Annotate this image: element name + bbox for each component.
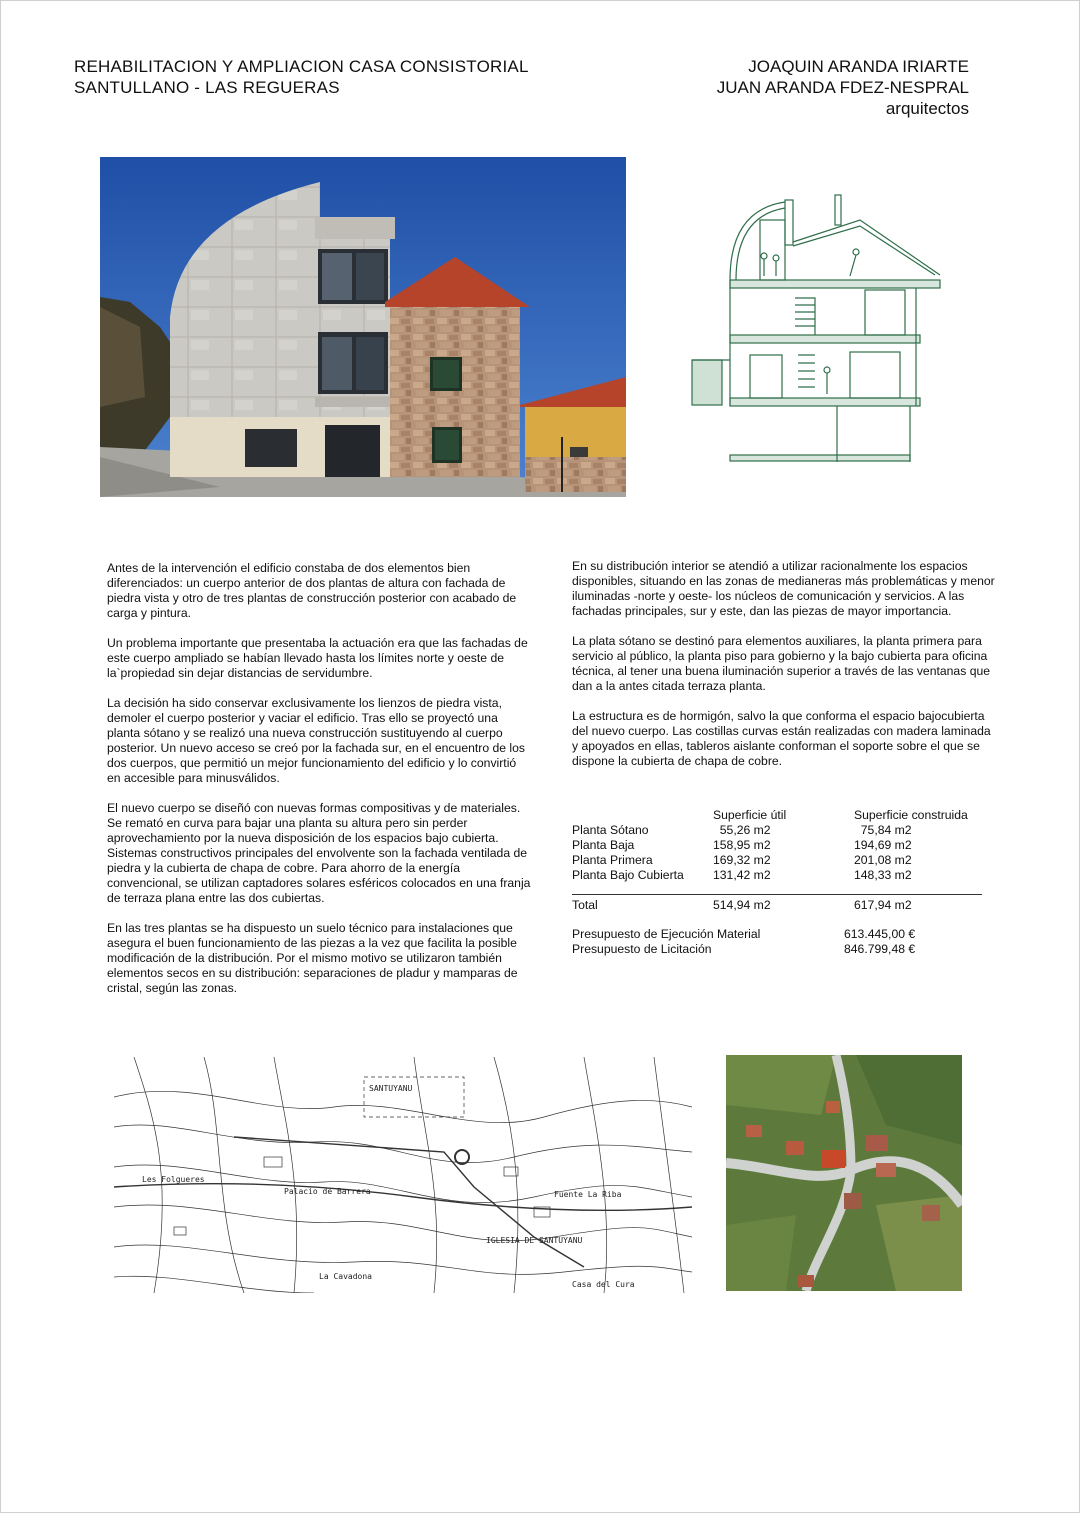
row-construida: 194,69 m2 <box>854 838 912 852</box>
row-construida: 148,33 m2 <box>854 868 912 882</box>
paragraph: En su distribución interior se atendió a utilizar racionalmente los espacios disponibles, situando en las zonas de medianeras más problemáticas y menor iluminadas -norte y oeste- los núcleos de comunicación y servicios. A las fachadas principales, sur y este, dan las piezas de mayor importancia. <box>572 559 995 618</box>
description-right-column <box>572 559 997 784</box>
table-row <box>572 838 982 853</box>
table-total-row <box>572 898 982 913</box>
table-row <box>572 853 982 868</box>
paragraph: Antes de la intervención el edificio constaba de dos elementos bien diferenciados: un cuerpo anterior de dos plantas de altura con fachada de piedra vista y otro de tres plantas de construcción posterior con acabado de carga y pintura. <box>107 561 517 620</box>
total-construida: 617,94 m2 <box>854 898 912 912</box>
map-label: Les Folgueres <box>142 1175 205 1184</box>
table-row <box>572 868 982 883</box>
map-label: SANTUYANU <box>369 1084 413 1093</box>
paragraph: La estructura es de hormigón, salvo la que conforma el espacio bajocubierta del nuevo cuerpo. Las costillas curvas están realizadas con madera laminada y apoyados en ellas, tableros aislante conforman el soporte sobre el que se dispone la cubierta de chapa de cobre. <box>572 709 991 768</box>
total-util: 514,94 m2 <box>713 898 771 912</box>
row-construida: 75,84 m2 <box>854 823 912 837</box>
row-name: Planta Sótano <box>572 823 649 837</box>
aerial-photo <box>726 1055 962 1291</box>
row-construida: 201,08 m2 <box>854 853 912 867</box>
architects-block <box>717 56 969 119</box>
budget-material-label: Presupuesto de Ejecución Material <box>572 927 761 941</box>
paragraph: El nuevo cuerpo se diseñó con nuevas formas compositivas y de materiales. Se remató en curva para bajar una planta su altura pero sin perder aprovechamiento por la nueva disposición de los espacios bajo cubierta. Sistemas constructivos principales del envolvente son la fachada ventilada de piedra y la cubierta de chapa de cobre. Para ahorro de la energía convencional, se utilizan captadores solares esféricos colocados en una franja de terraza plana entre las dos cubiertas. <box>107 801 531 905</box>
row-name: Planta Primera <box>572 853 653 867</box>
description-left-column <box>107 561 532 1011</box>
project-title-line2: SANTULLANO - LAS REGUERAS <box>74 78 340 97</box>
column-header-construida: Superficie construida <box>854 808 968 822</box>
map-label: La Cavadona <box>319 1272 372 1281</box>
site-map <box>114 1057 692 1293</box>
budget-licitacion-value: 846.799,48 € <box>844 942 916 956</box>
row-util: 131,42 m2 <box>713 868 771 882</box>
architects-role: arquitectos <box>885 99 969 118</box>
table-header-row <box>572 808 982 823</box>
row-util: 158,95 m2 <box>713 838 771 852</box>
table-row <box>572 823 982 838</box>
paragraph: La decisión ha sido conservar exclusivamente los lienzos de piedra vista, demoler el cuerpo posterior y vaciar el edificio. Tras ello se proyectó una planta sótano y se realizó una nueva construcción sustituyendo al cuerpo posterior. Un nuevo acceso se creó por la fachada sur, en el encuentro de los dos cuerpos, que permitió un mejor funcionamiento del edificio y lo convirtió en accesible para minusválidos. <box>107 696 526 785</box>
paragraph: La plata sótano se destinó para elementos auxiliares, la planta primera para servicio al público, la planta piso para gobierno y la bajo cubierta para oficina técnica, al tener una buena iluminación superior a través de las ventanas que dan a la antes citada terraza planta. <box>572 634 991 693</box>
map-label: IGLESIA DE SANTUYANU <box>486 1236 583 1245</box>
row-name: Planta Baja <box>572 838 635 852</box>
row-name: Planta Bajo Cubierta <box>572 868 684 882</box>
budget-row <box>572 942 982 957</box>
building-photo <box>100 157 626 497</box>
architect-name-2: JUAN ARANDA FDEZ-NESPRAL <box>716 78 969 97</box>
total-divider <box>572 894 982 895</box>
building-section-drawing <box>690 180 945 470</box>
total-label: Total <box>572 898 598 912</box>
budget-row <box>572 927 982 942</box>
map-label: Casa del Cura <box>572 1280 635 1289</box>
map-label: Fuente La Riba <box>554 1190 622 1199</box>
budget-material-value: 613.445,00 € <box>844 927 916 941</box>
row-util: 169,32 m2 <box>713 853 771 867</box>
paragraph: En las tres plantas se ha dispuesto un suelo técnico para instalaciones que asegura el buen funcionamiento de las piezas a la vez que facilita la posible modificación de la distribución. Por el mismo motivo se utilizaron también elementos secos en su distribución: separaciones de pladur y mamparas de cristal, según las zonas. <box>107 921 518 995</box>
paragraph: Un problema importante que presentaba la actuación era que las fachadas de este cuerpo ampliado se habían llevado hasta los límites norte y oeste de la`propiedad sin dejar distancias de servidumbre. <box>107 636 528 680</box>
architect-name-1: JOAQUIN ARANDA IRIARTE <box>748 57 969 76</box>
project-title-line1: REHABILITACION Y AMPLIACION CASA CONSISTORIAL <box>74 57 529 76</box>
budget-licitacion-label: Presupuesto de Licitación <box>572 942 712 956</box>
map-label: Palacio de Barrera <box>284 1187 371 1196</box>
column-header-util: Superficie útil <box>713 808 787 822</box>
project-title <box>74 56 529 98</box>
row-util: 55,26 m2 <box>713 823 771 837</box>
